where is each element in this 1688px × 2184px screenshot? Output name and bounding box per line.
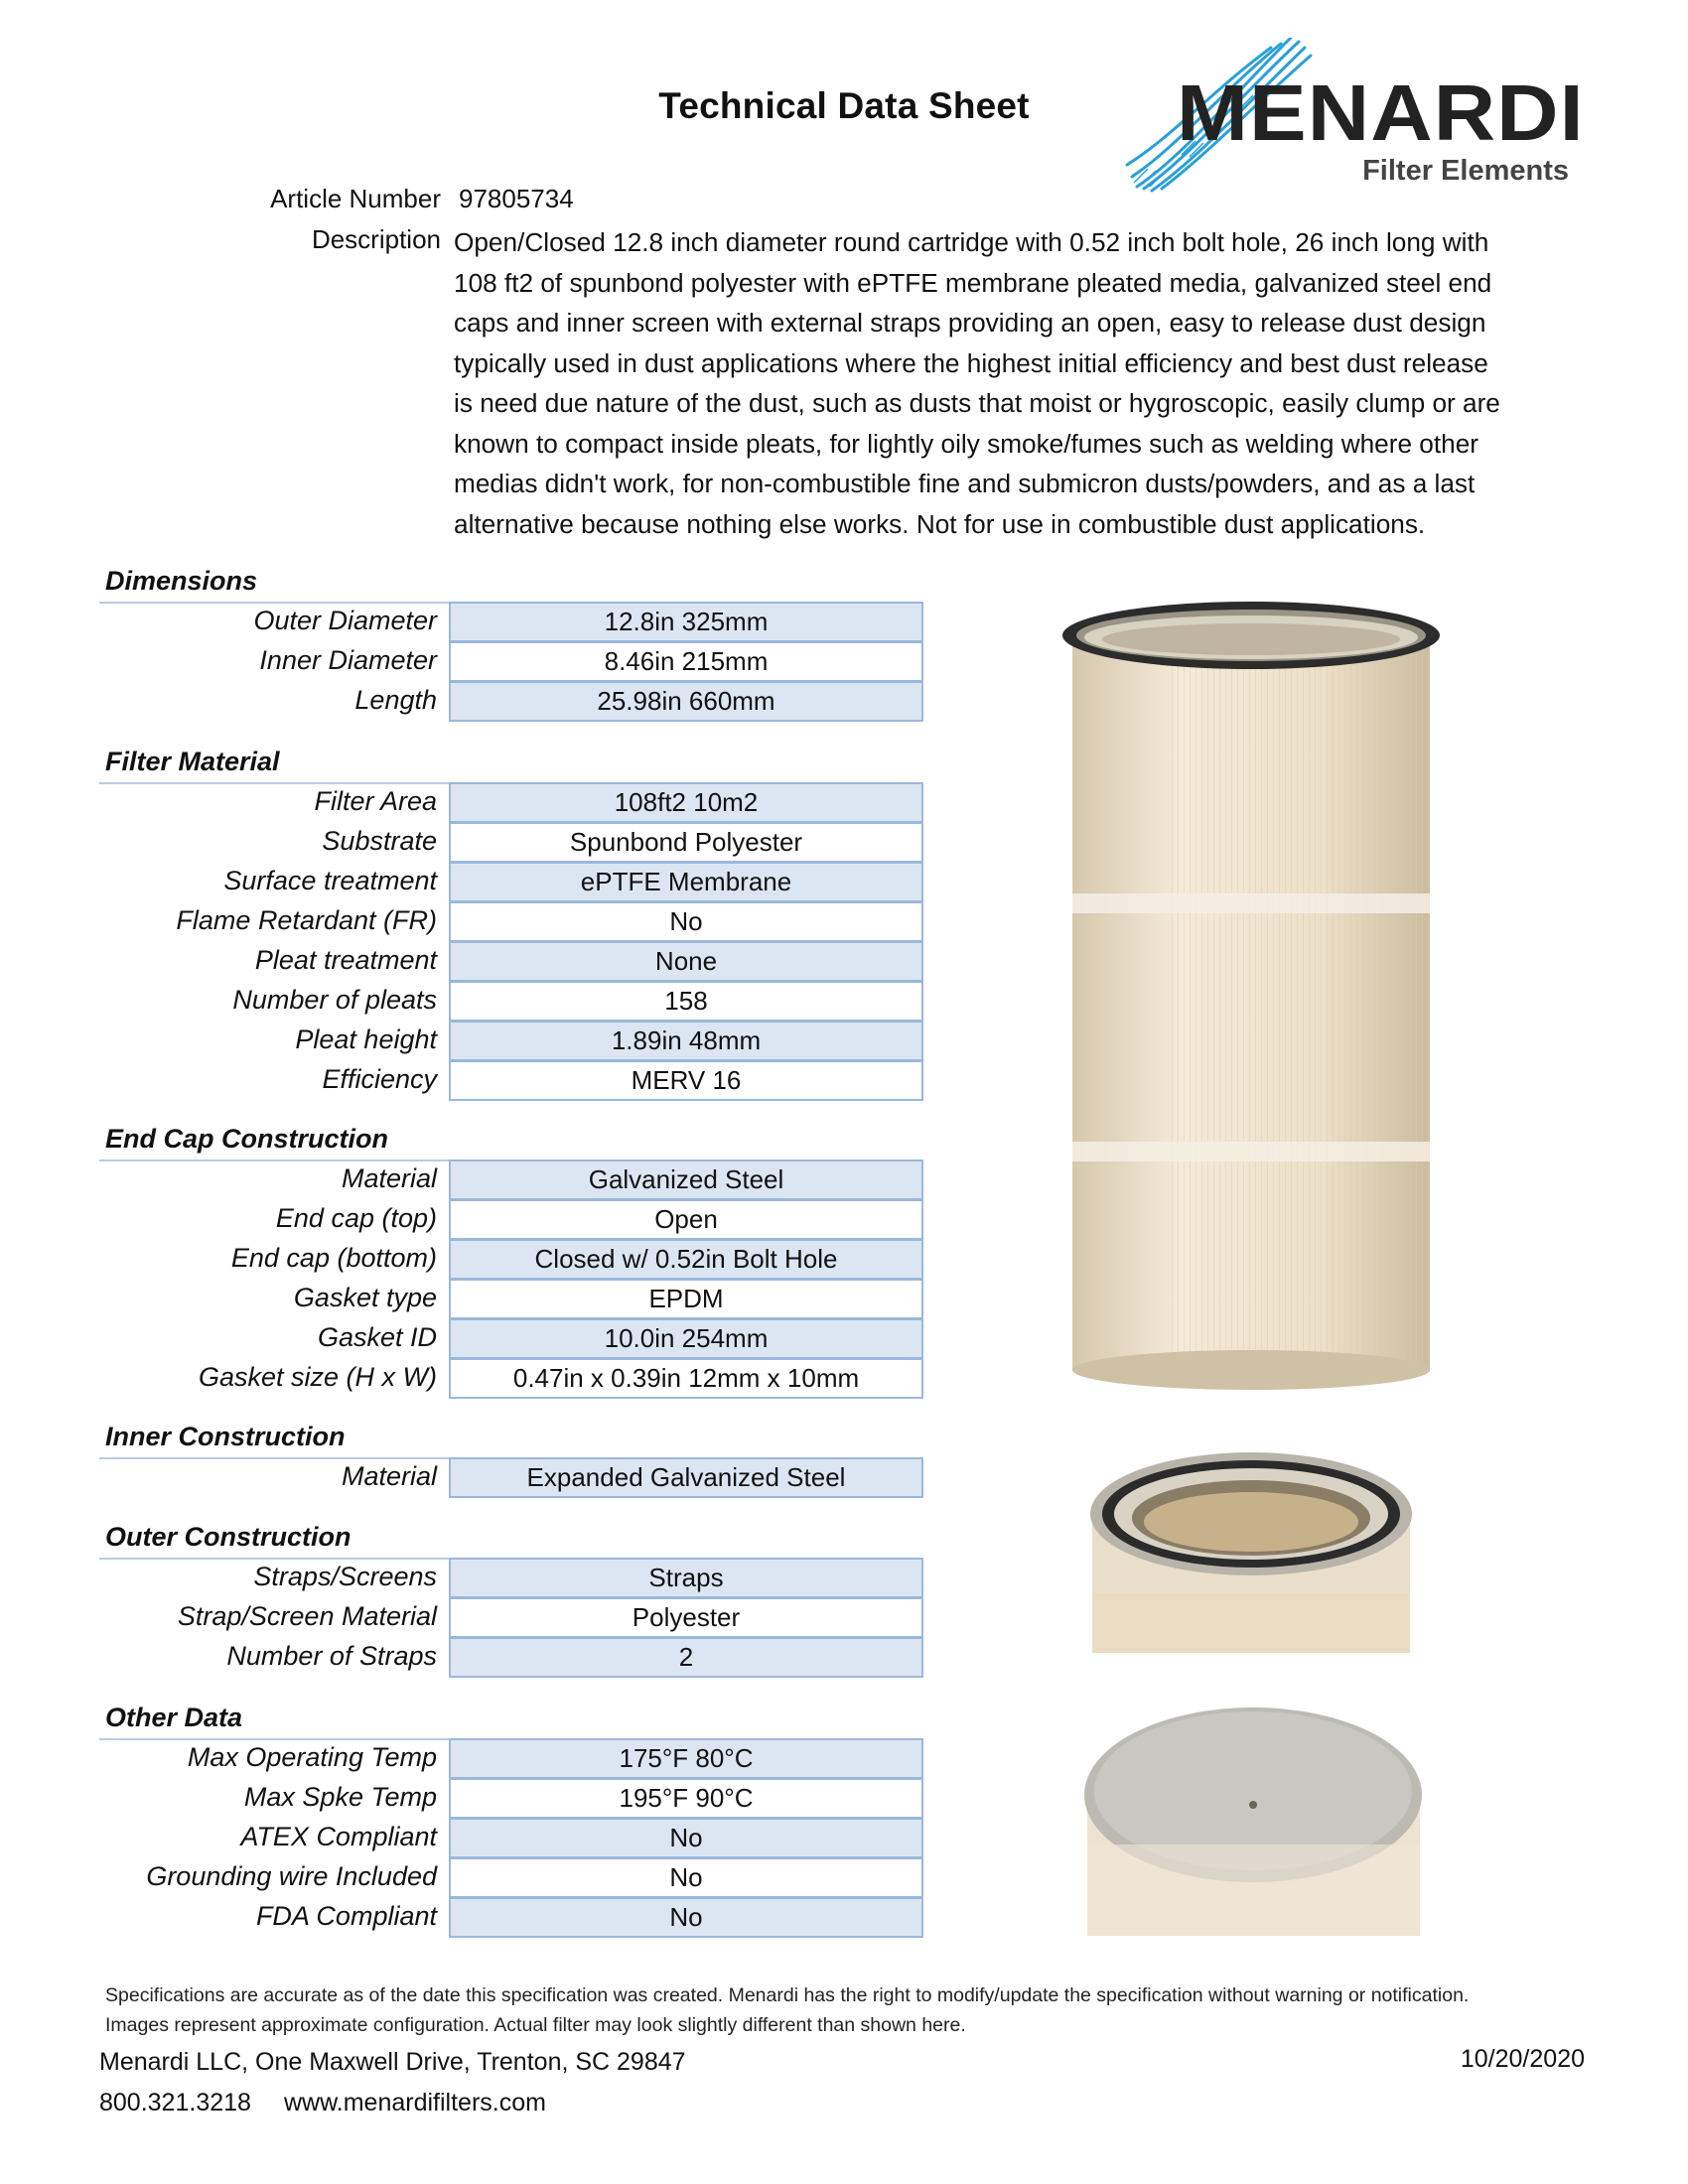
spec-label: Filter Area <box>314 786 437 816</box>
spec-label: Gasket size (H x W) <box>198 1362 437 1392</box>
spec-label: Max Spke Temp <box>243 1782 437 1812</box>
spec-value: Open <box>449 1199 923 1240</box>
spec-label: Material <box>341 1163 437 1193</box>
spec-value: EPDM <box>449 1279 923 1319</box>
spec-label: Grounding wire Included <box>146 1861 437 1891</box>
menardi-logo <box>1122 38 1585 197</box>
spec-label: Pleat height <box>295 1024 437 1054</box>
description-line: typically used in dust applications where the highest initial efficiency and best dust release <box>454 347 1488 378</box>
article-number-value: 97805734 <box>459 184 574 213</box>
spec-label: Gasket ID <box>317 1322 437 1352</box>
spec-label: Inner Diameter <box>259 645 437 675</box>
description-line: known to compact inside pleats, for lightly oily smoke/fumes such as welding where other <box>454 428 1478 459</box>
spec-value: Closed w/ 0.52in Bolt Hole <box>449 1239 923 1280</box>
spec-label: End cap (top) <box>275 1203 437 1233</box>
filter-top-view-image <box>1082 1444 1420 1653</box>
spec-label: Strap/Screen Material <box>177 1601 437 1631</box>
spec-value: MERV 16 <box>449 1060 923 1101</box>
section-title-filter-material: Filter Material <box>105 747 280 776</box>
page-title: Technical Data Sheet <box>658 85 1030 126</box>
disclaimer-line: Images represent approximate configuration. Actual filter may look slightly different than shown here. <box>105 2014 966 2036</box>
description-line: alternative because nothing else works. Not for use in combustible dust applications. <box>454 508 1426 539</box>
document-date: 10/20/2020 <box>1460 2045 1585 2073</box>
spec-value: No <box>449 1897 923 1938</box>
spec-value: 108ft2 10m2 <box>449 782 923 823</box>
disclaimer-line: Specifications are accurate as of the date this specification was created. Menardi has the right to modify/update the specification without warning or notification. <box>105 1984 1470 2006</box>
spec-value: No <box>449 1857 923 1898</box>
spec-value: Galvanized Steel <box>449 1160 923 1200</box>
description-label: Description <box>311 224 441 254</box>
spec-value: Polyester <box>449 1597 923 1638</box>
spec-label: Material <box>341 1461 437 1491</box>
spec-value: 158 <box>449 981 923 1022</box>
description-line: is need due nature of the dust, such as dusts that moist or hygroscopic, easily clump or are <box>454 388 1500 418</box>
spec-value: 1.89in 48mm <box>449 1021 923 1061</box>
logo-tagline: Filter Elements <box>1362 155 1569 187</box>
spec-value: 0.47in x 0.39in 12mm x 10mm <box>449 1358 923 1399</box>
spec-value: Straps <box>449 1558 923 1598</box>
spec-value: No <box>449 1818 923 1858</box>
spec-label: Number of Straps <box>226 1641 437 1671</box>
spec-label: Flame Retardant (FR) <box>176 905 437 935</box>
section-title-dimensions: Dimensions <box>105 566 258 596</box>
disclaimer <box>105 1980 1615 2040</box>
filter-bottom-view-image <box>1082 1706 1425 1936</box>
spec-label: Surface treatment <box>223 866 437 895</box>
spec-value: 195°F 90°C <box>449 1778 923 1819</box>
company-phone: 800.321.3218 <box>99 2089 251 2116</box>
spec-label: FDA Compliant <box>255 1901 437 1931</box>
description-line: Open/Closed 12.8 inch diameter round cartridge with 0.52 inch bolt hole, 26 inch long with <box>454 227 1489 257</box>
spec-value: 10.0in 254mm <box>449 1318 923 1359</box>
company-address: Menardi LLC, One Maxwell Drive, Trenton, SC 29847 <box>99 2048 686 2076</box>
spec-label: Substrate <box>322 826 437 856</box>
spec-label: Straps/Screens <box>253 1562 437 1591</box>
description-text <box>454 222 1586 544</box>
spec-label: Length <box>354 685 437 715</box>
spec-label: Number of pleats <box>232 985 437 1015</box>
description-line: 108 ft2 of spunbond polyester with ePTFE membrane pleated media, galvanized steel end <box>454 267 1492 298</box>
filter-cartridge-image <box>1053 596 1450 1390</box>
section-title-other-data: Other Data <box>105 1703 243 1732</box>
spec-value: 8.46in 215mm <box>449 641 923 682</box>
spec-label: Pleat treatment <box>254 945 437 975</box>
logo-wordmark: MENARDI <box>1177 68 1585 157</box>
spec-value: None <box>449 941 923 982</box>
spec-label: Outer Diameter <box>253 606 437 635</box>
spec-value: 12.8in 325mm <box>449 602 923 642</box>
spec-label: Gasket type <box>293 1283 437 1312</box>
description-line: caps and inner screen with external straps providing an open, easy to release dust design <box>454 308 1486 338</box>
spec-label: ATEX Compliant <box>240 1822 437 1851</box>
spec-value: 175°F 80°C <box>449 1738 923 1779</box>
spec-value: Spunbond Polyester <box>449 822 923 863</box>
section-title-inner-construction: Inner Construction <box>105 1422 346 1451</box>
spec-value: ePTFE Membrane <box>449 862 923 902</box>
spec-label: Efficiency <box>322 1064 437 1094</box>
company-website: www.menardifilters.com <box>284 2089 546 2116</box>
section-title-end-cap: End Cap Construction <box>105 1124 388 1154</box>
spec-value: 2 <box>449 1637 923 1678</box>
spec-value: Expanded Galvanized Steel <box>449 1457 923 1498</box>
section-title-outer-construction: Outer Construction <box>105 1522 352 1552</box>
description-line: medias didn't work, for non-combustible fine and submicron dusts/powders, and as a last <box>454 469 1476 498</box>
spec-label: Max Operating Temp <box>187 1742 437 1772</box>
article-number-label: Article Number <box>270 184 441 213</box>
spec-value: No <box>449 901 923 942</box>
spec-label: End cap (bottom) <box>230 1243 437 1273</box>
spec-value: 25.98in 660mm <box>449 681 923 722</box>
